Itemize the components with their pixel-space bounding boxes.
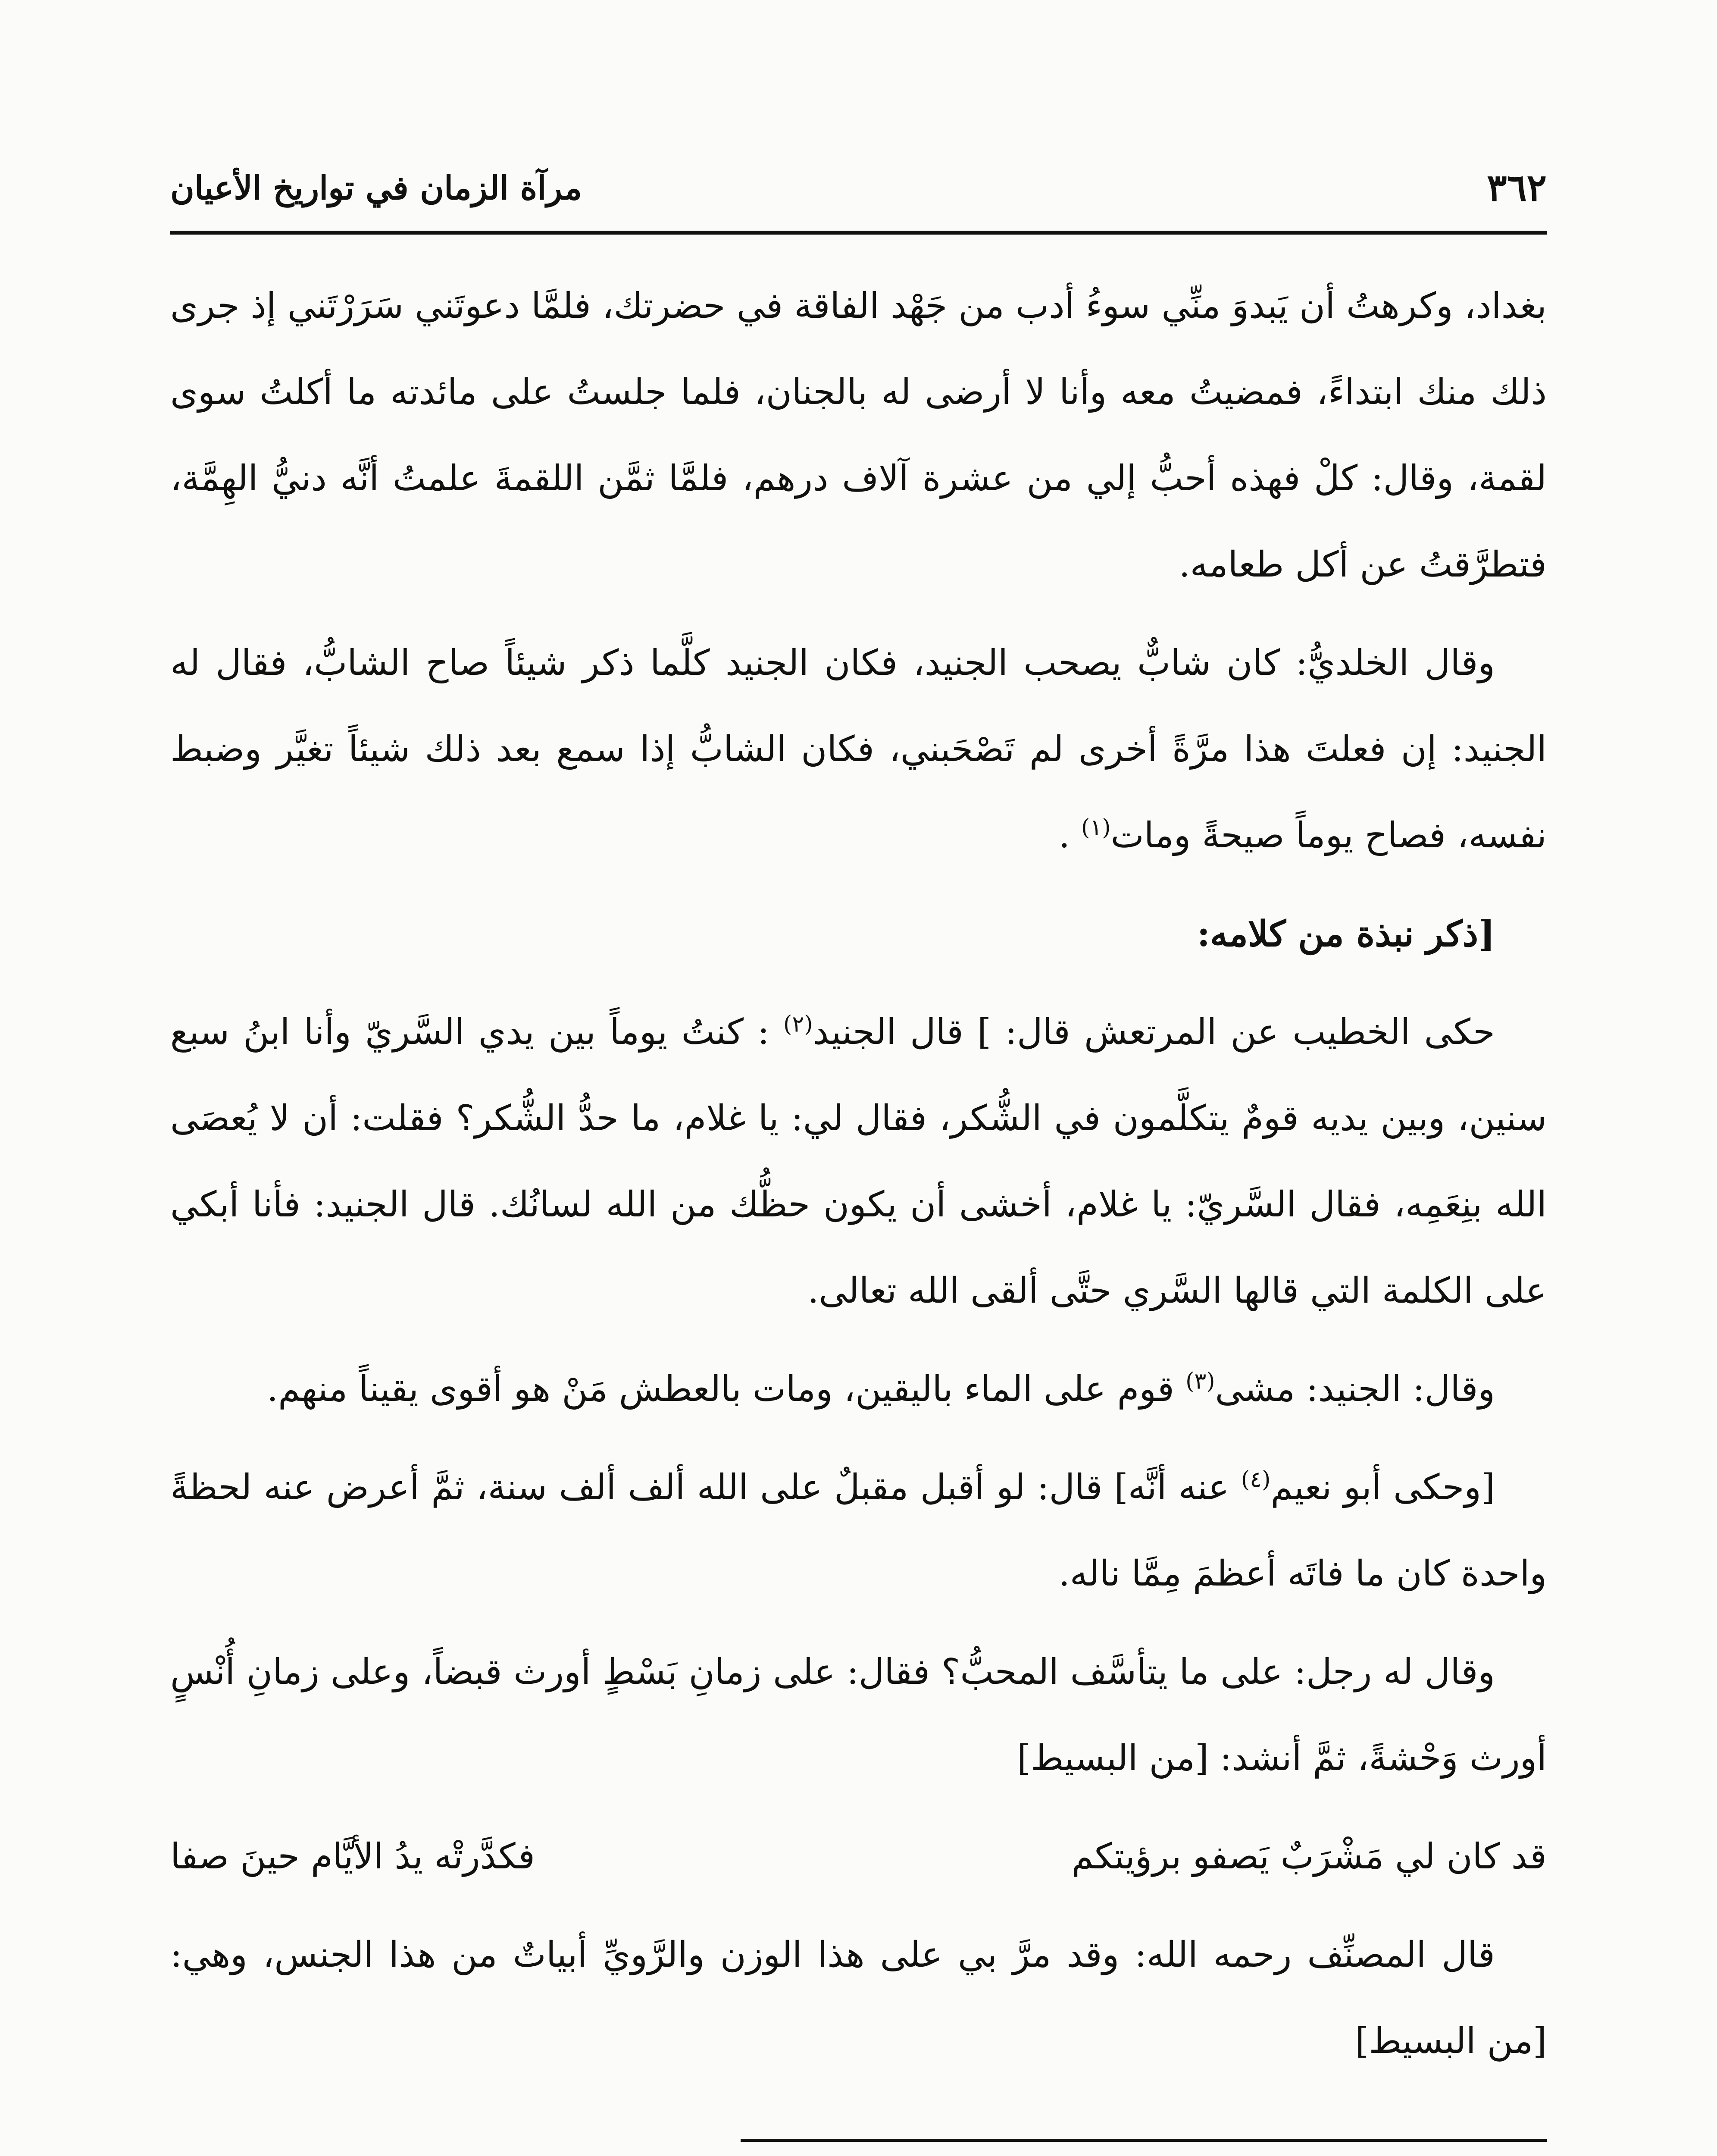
page-number: ٣٦٢ <box>1487 166 1547 210</box>
paragraph-4 <box>170 1346 1547 1432</box>
paragraph-3-text-b: : كنتُ يوماً بين يدي السَّريّ وأنا ابنُ سبع سنين، وبين يديه قومٌ يتكلَّمون في الشُّكر، فقال لي: يا غلام، ما حدُّ الشُّكر؟ فقلت: أن لا يُعصَى الله بنِعَمِه، فقال السَّريّ: يا غلام، أخشى أن يكون حظُّك من الله لسانُك. قال الجنيد: فأنا أبكي على الكلمة التي قالها السَّري حتَّى ألقى الله تعالى. <box>170 1012 1547 1311</box>
paragraph-7 <box>170 1912 1547 2084</box>
paragraph-1 <box>170 263 1547 608</box>
paragraph-5 <box>170 1445 1547 1617</box>
main-text <box>170 263 1547 2096</box>
paragraph-4-text-b: قوم على الماء باليقين، ومات بالعطش مَنْ هو أقوى يقيناً منهم. <box>267 1369 1186 1410</box>
footnote-ref-2: (٢) <box>783 1011 813 1037</box>
paragraph-1-text: بغداد، وكرهتُ أن يَبدوَ منِّي سوءُ أدب من جَهْد الفاقة في حضرتك، فلمَّا دعوتَني سَرَرْتَني إذ جرى ذلك منك ابتداءً، فمضيتُ معه وأنا لا أرضى له بالجنان، فلما جلستُ على مائدته ما أكلتُ سوى لقمة، وقال: كلْ فهذه أحبُّ إلي من عشرة آلاف درهم، فلمَّا ثمَّن اللقمةَ علمتُ أنَّه دنيُّ الهِمَّة، فتطرَّقتُ عن أكل طعامه. <box>170 285 1547 585</box>
poem-verse <box>170 1814 1547 1900</box>
paragraph-2-text: وقال الخلديُّ: كان شابٌّ يصحب الجنيد، فكان الجنيد كلَّما ذكر شيئاً صاح الشابُّ، فقال له الجنيد: إن فعلتَ هذا مرَّةً أخرى لم تَصْحَبني، فكان الشابُّ إذا سمع بعد ذلك شيئاً تغيَّر وضبط نفسه، فصاح يوماً صيحةً ومات <box>170 642 1547 856</box>
verse-second-hemistich: فكدَّرتْه يدُ الأيَّام حينَ صفا <box>170 1836 535 1877</box>
running-title: مرآة الزمان في تواريخ الأعيان <box>170 168 582 207</box>
paragraph-6-text: وقال له رجل: على ما يتأسَّف المحبُّ؟ فقال: على زمانِ بَسْطٍ أورث قبضاً، وعلى زمانِ أُنْسٍ أورث وَحْشةً، ثمَّ أنشد: [من البسيط] <box>170 1651 1547 1779</box>
paragraph-7-text: قال المصنِّف رحمه الله: وقد مرَّ بي على هذا الوزن والرَّويِّ أبياتٌ من هذا الجنس، وهي: [من البسيط] <box>170 1934 1547 2062</box>
footnote-ref-4: (٤) <box>1241 1467 1271 1493</box>
footnotes <box>170 2152 1547 2156</box>
header-rule <box>170 231 1547 235</box>
paragraph-5-text-b: عنه أنَّه] قال: لو أقبل مقبلٌ على الله ألف ألف سنة، ثمَّ أعرض عنه لحظةً واحدة كان ما فاتَه أعظمَ مِمَّا ناله. <box>170 1467 1547 1594</box>
footnote-ref-1: (١) <box>1081 815 1111 841</box>
paragraph-3-text-a: حكى الخطيب عن المرتعش قال: ] قال الجنيد <box>813 1012 1495 1053</box>
paragraph-3 <box>170 989 1547 1334</box>
paragraph-2 <box>170 620 1547 879</box>
paragraph-5-text-a: [وحكى أبو نعيم <box>1270 1467 1495 1508</box>
paragraph-4-text-a: وقال: الجنيد: مشى <box>1215 1369 1495 1410</box>
verse-first-hemistich: قد كان لي مَشْرَبٌ يَصفو برؤيتكم <box>1071 1836 1547 1877</box>
footnote-1 <box>170 2152 1547 2156</box>
paragraph-6 <box>170 1629 1547 1802</box>
page-header <box>170 155 1547 220</box>
footnote-ref-3: (٣) <box>1185 1368 1215 1395</box>
section-heading: [ذكر نبذة من كلامه: <box>1197 913 1495 955</box>
paragraph-2-end: . <box>1058 815 1082 856</box>
footnote-rule <box>741 2139 1547 2142</box>
